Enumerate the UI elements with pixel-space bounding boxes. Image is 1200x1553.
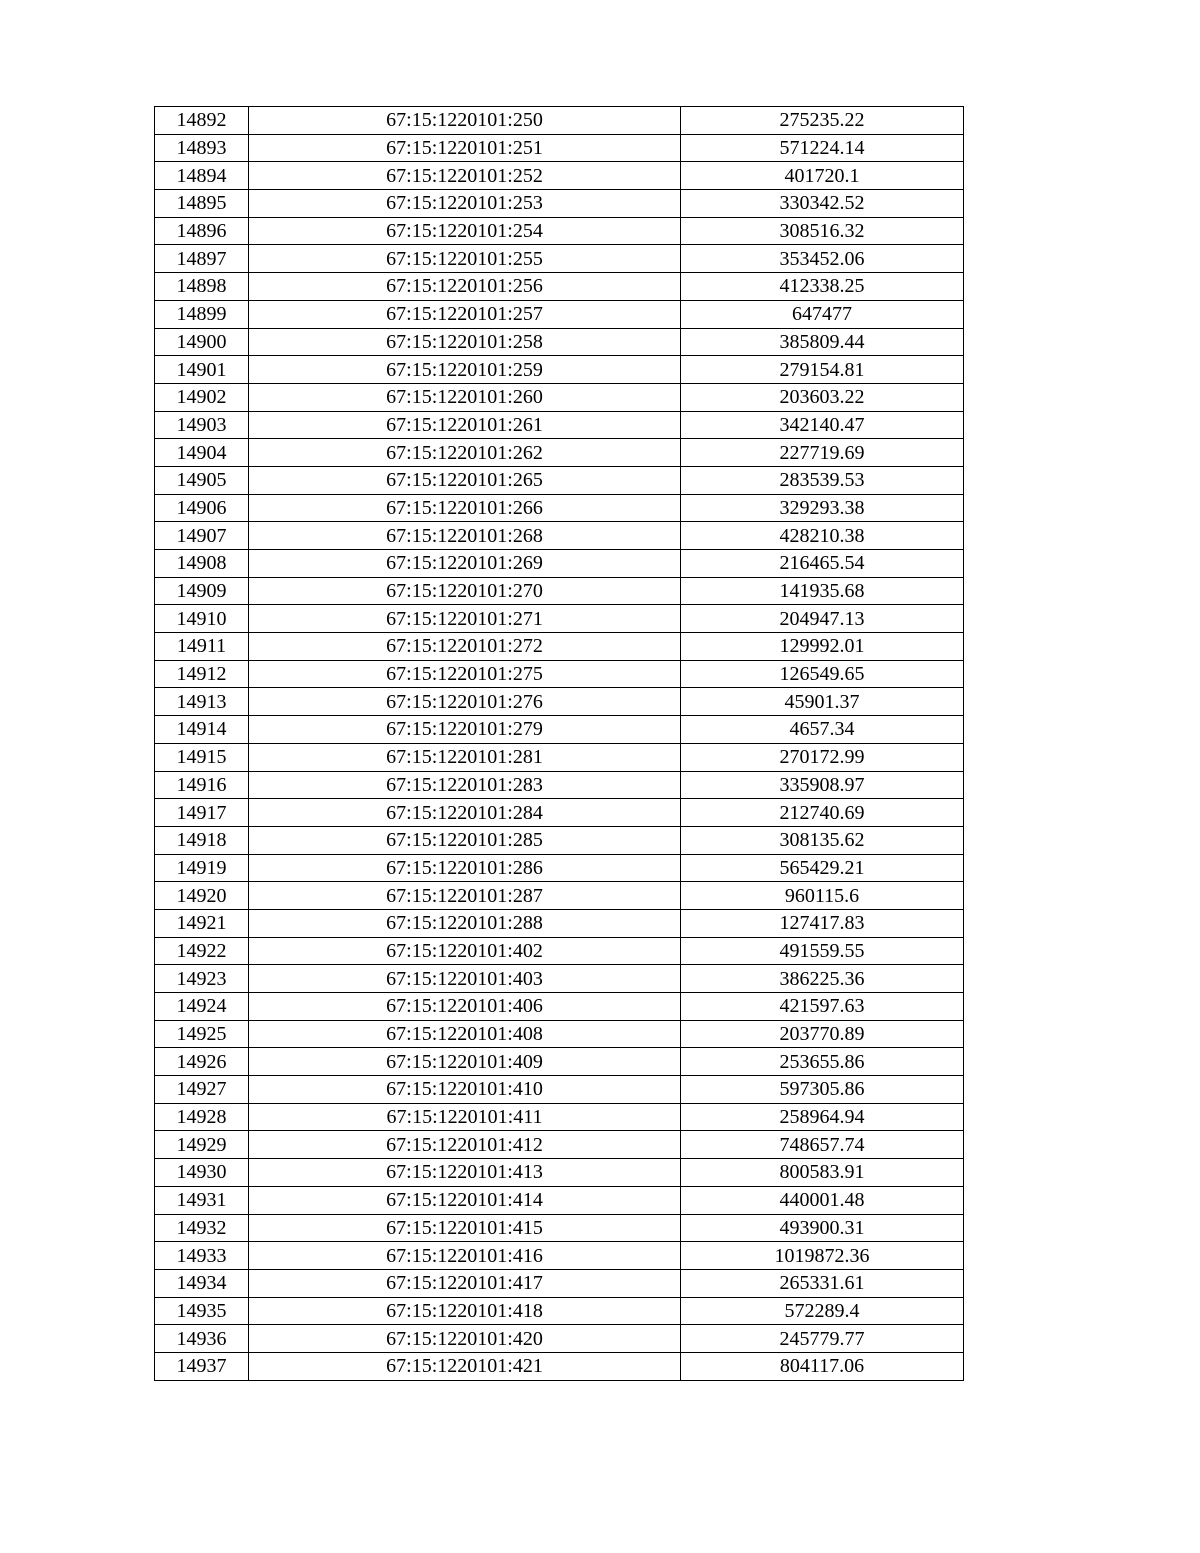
row-number-cell: 14892 <box>155 107 249 135</box>
cadastral-value-cell: 440001.48 <box>681 1186 964 1214</box>
row-number-cell: 14898 <box>155 273 249 301</box>
table-row <box>155 716 964 744</box>
cadastral-value-cell: 493900.31 <box>681 1214 964 1242</box>
cadastral-number-cell: 67:15:1220101:270 <box>249 577 681 605</box>
cadastral-number-cell: 67:15:1220101:406 <box>249 993 681 1021</box>
row-number-cell: 14900 <box>155 328 249 356</box>
row-number-cell: 14905 <box>155 466 249 494</box>
cadastral-number-cell: 67:15:1220101:403 <box>249 965 681 993</box>
cadastral-number-cell: 67:15:1220101:412 <box>249 1131 681 1159</box>
cadastral-number-cell: 67:15:1220101:413 <box>249 1159 681 1187</box>
cadastral-number-cell: 67:15:1220101:259 <box>249 356 681 384</box>
cadastral-number-cell: 67:15:1220101:421 <box>249 1352 681 1380</box>
table-row <box>155 466 964 494</box>
cadastral-value-cell: 275235.22 <box>681 107 964 135</box>
row-number-cell: 14936 <box>155 1325 249 1353</box>
table-row <box>155 1269 964 1297</box>
cadastral-value-cell: 129992.01 <box>681 633 964 661</box>
row-number-cell: 14914 <box>155 716 249 744</box>
table-row <box>155 1186 964 1214</box>
cadastral-value-cell: 4657.34 <box>681 716 964 744</box>
row-number-cell: 14927 <box>155 1076 249 1104</box>
table-row <box>155 1103 964 1131</box>
cadastral-value-cell: 127417.83 <box>681 909 964 937</box>
cadastral-value-cell: 800583.91 <box>681 1159 964 1187</box>
cadastral-number-cell: 67:15:1220101:271 <box>249 605 681 633</box>
cadastral-number-cell: 67:15:1220101:269 <box>249 550 681 578</box>
table-row <box>155 273 964 301</box>
row-number-cell: 14931 <box>155 1186 249 1214</box>
cadastral-number-cell: 67:15:1220101:411 <box>249 1103 681 1131</box>
table-row <box>155 522 964 550</box>
cadastre-value-table <box>154 106 964 1381</box>
row-number-cell: 14896 <box>155 217 249 245</box>
cadastral-value-cell: 565429.21 <box>681 854 964 882</box>
cadastral-number-cell: 67:15:1220101:417 <box>249 1269 681 1297</box>
table-row <box>155 633 964 661</box>
table-row <box>155 743 964 771</box>
table-row <box>155 1352 964 1380</box>
table-row <box>155 1325 964 1353</box>
row-number-cell: 14937 <box>155 1352 249 1380</box>
cadastral-number-cell: 67:15:1220101:410 <box>249 1076 681 1104</box>
cadastral-number-cell: 67:15:1220101:272 <box>249 633 681 661</box>
cadastral-value-cell: 203603.22 <box>681 383 964 411</box>
cadastral-value-cell: 253655.86 <box>681 1048 964 1076</box>
cadastral-number-cell: 67:15:1220101:414 <box>249 1186 681 1214</box>
cadastral-number-cell: 67:15:1220101:265 <box>249 466 681 494</box>
cadastral-value-cell: 45901.37 <box>681 688 964 716</box>
cadastral-value-cell: 126549.65 <box>681 660 964 688</box>
cadastral-number-cell: 67:15:1220101:257 <box>249 300 681 328</box>
row-number-cell: 14910 <box>155 605 249 633</box>
cadastral-value-cell: 401720.1 <box>681 162 964 190</box>
cadastral-value-cell: 308135.62 <box>681 826 964 854</box>
cadastral-number-cell: 67:15:1220101:251 <box>249 134 681 162</box>
table-row <box>155 1020 964 1048</box>
cadastral-value-cell: 412338.25 <box>681 273 964 301</box>
row-number-cell: 14918 <box>155 826 249 854</box>
cadastral-number-cell: 67:15:1220101:281 <box>249 743 681 771</box>
table-row <box>155 550 964 578</box>
table-row <box>155 1131 964 1159</box>
table-row <box>155 965 964 993</box>
cadastral-value-cell: 647477 <box>681 300 964 328</box>
table-row <box>155 383 964 411</box>
cadastral-number-cell: 67:15:1220101:415 <box>249 1214 681 1242</box>
cadastral-value-cell: 308516.32 <box>681 217 964 245</box>
row-number-cell: 14902 <box>155 383 249 411</box>
table-row <box>155 688 964 716</box>
cadastral-number-cell: 67:15:1220101:261 <box>249 411 681 439</box>
row-number-cell: 14917 <box>155 799 249 827</box>
table-row <box>155 577 964 605</box>
cadastral-number-cell: 67:15:1220101:268 <box>249 522 681 550</box>
table-row <box>155 494 964 522</box>
table-row <box>155 328 964 356</box>
table-row <box>155 134 964 162</box>
row-number-cell: 14922 <box>155 937 249 965</box>
cadastral-number-cell: 67:15:1220101:255 <box>249 245 681 273</box>
row-number-cell: 14908 <box>155 550 249 578</box>
table-row <box>155 1159 964 1187</box>
row-number-cell: 14920 <box>155 882 249 910</box>
cadastral-value-cell: 279154.81 <box>681 356 964 384</box>
table-row <box>155 439 964 467</box>
row-number-cell: 14906 <box>155 494 249 522</box>
cadastral-number-cell: 67:15:1220101:279 <box>249 716 681 744</box>
cadastral-number-cell: 67:15:1220101:254 <box>249 217 681 245</box>
row-number-cell: 14895 <box>155 190 249 218</box>
row-number-cell: 14913 <box>155 688 249 716</box>
cadastral-value-cell: 216465.54 <box>681 550 964 578</box>
cadastral-number-cell: 67:15:1220101:408 <box>249 1020 681 1048</box>
cadastral-value-cell: 386225.36 <box>681 965 964 993</box>
table-row <box>155 217 964 245</box>
row-number-cell: 14909 <box>155 577 249 605</box>
cadastral-value-cell: 960115.6 <box>681 882 964 910</box>
cadastral-number-cell: 67:15:1220101:266 <box>249 494 681 522</box>
row-number-cell: 14935 <box>155 1297 249 1325</box>
table-row <box>155 882 964 910</box>
table-row <box>155 1048 964 1076</box>
cadastral-number-cell: 67:15:1220101:420 <box>249 1325 681 1353</box>
cadastral-number-cell: 67:15:1220101:409 <box>249 1048 681 1076</box>
cadastral-number-cell: 67:15:1220101:276 <box>249 688 681 716</box>
table-row <box>155 1214 964 1242</box>
row-number-cell: 14923 <box>155 965 249 993</box>
row-number-cell: 14932 <box>155 1214 249 1242</box>
cadastral-value-cell: 203770.89 <box>681 1020 964 1048</box>
cadastral-number-cell: 67:15:1220101:252 <box>249 162 681 190</box>
cadastral-value-cell: 204947.13 <box>681 605 964 633</box>
row-number-cell: 14926 <box>155 1048 249 1076</box>
table-row <box>155 300 964 328</box>
row-number-cell: 14921 <box>155 909 249 937</box>
table-row <box>155 411 964 439</box>
cadastral-value-cell: 141935.68 <box>681 577 964 605</box>
table-row <box>155 660 964 688</box>
cadastral-value-cell: 212740.69 <box>681 799 964 827</box>
row-number-cell: 14916 <box>155 771 249 799</box>
row-number-cell: 14893 <box>155 134 249 162</box>
cadastral-number-cell: 67:15:1220101:402 <box>249 937 681 965</box>
cadastral-value-cell: 329293.38 <box>681 494 964 522</box>
cadastral-value-cell: 265331.61 <box>681 1269 964 1297</box>
table-row <box>155 1076 964 1104</box>
row-number-cell: 14919 <box>155 854 249 882</box>
row-number-cell: 14911 <box>155 633 249 661</box>
cadastral-value-cell: 748657.74 <box>681 1131 964 1159</box>
table-row <box>155 1297 964 1325</box>
cadastral-value-cell: 421597.63 <box>681 993 964 1021</box>
table-row <box>155 245 964 273</box>
cadastral-value-cell: 283539.53 <box>681 466 964 494</box>
cadastral-value-cell: 227719.69 <box>681 439 964 467</box>
cadastral-value-cell: 258964.94 <box>681 1103 964 1131</box>
cadastral-number-cell: 67:15:1220101:284 <box>249 799 681 827</box>
cadastral-value-cell: 491559.55 <box>681 937 964 965</box>
row-number-cell: 14930 <box>155 1159 249 1187</box>
cadastral-value-cell: 353452.06 <box>681 245 964 273</box>
cadastral-value-cell: 1019872.36 <box>681 1242 964 1270</box>
row-number-cell: 14929 <box>155 1131 249 1159</box>
cadastral-number-cell: 67:15:1220101:258 <box>249 328 681 356</box>
cadastral-number-cell: 67:15:1220101:275 <box>249 660 681 688</box>
cadastral-value-cell: 804117.06 <box>681 1352 964 1380</box>
table-row <box>155 937 964 965</box>
cadastral-number-cell: 67:15:1220101:288 <box>249 909 681 937</box>
cadastral-number-cell: 67:15:1220101:287 <box>249 882 681 910</box>
row-number-cell: 14903 <box>155 411 249 439</box>
table-row <box>155 1242 964 1270</box>
row-number-cell: 14934 <box>155 1269 249 1297</box>
table-row <box>155 854 964 882</box>
table-row <box>155 993 964 1021</box>
table-row <box>155 909 964 937</box>
cadastral-value-cell: 597305.86 <box>681 1076 964 1104</box>
cadastral-number-cell: 67:15:1220101:283 <box>249 771 681 799</box>
table-row <box>155 107 964 135</box>
row-number-cell: 14925 <box>155 1020 249 1048</box>
cadastral-number-cell: 67:15:1220101:416 <box>249 1242 681 1270</box>
row-number-cell: 14904 <box>155 439 249 467</box>
cadastral-number-cell: 67:15:1220101:286 <box>249 854 681 882</box>
table-row <box>155 605 964 633</box>
cadastral-number-cell: 67:15:1220101:260 <box>249 383 681 411</box>
table-row <box>155 162 964 190</box>
row-number-cell: 14924 <box>155 993 249 1021</box>
table-row <box>155 771 964 799</box>
cadastral-value-cell: 571224.14 <box>681 134 964 162</box>
cadastral-number-cell: 67:15:1220101:250 <box>249 107 681 135</box>
row-number-cell: 14907 <box>155 522 249 550</box>
cadastral-value-cell: 270172.99 <box>681 743 964 771</box>
cadastral-number-cell: 67:15:1220101:253 <box>249 190 681 218</box>
table-row <box>155 799 964 827</box>
table-row <box>155 356 964 384</box>
row-number-cell: 14915 <box>155 743 249 771</box>
row-number-cell: 14912 <box>155 660 249 688</box>
row-number-cell: 14928 <box>155 1103 249 1131</box>
cadastral-number-cell: 67:15:1220101:262 <box>249 439 681 467</box>
cadastral-number-cell: 67:15:1220101:285 <box>249 826 681 854</box>
cadastral-number-cell: 67:15:1220101:418 <box>249 1297 681 1325</box>
cadastral-value-cell: 342140.47 <box>681 411 964 439</box>
row-number-cell: 14894 <box>155 162 249 190</box>
row-number-cell: 14901 <box>155 356 249 384</box>
table-row <box>155 190 964 218</box>
cadastral-value-cell: 335908.97 <box>681 771 964 799</box>
cadastral-value-cell: 572289.4 <box>681 1297 964 1325</box>
table-body <box>155 107 964 1381</box>
cadastral-value-cell: 428210.38 <box>681 522 964 550</box>
row-number-cell: 14899 <box>155 300 249 328</box>
cadastral-value-cell: 330342.52 <box>681 190 964 218</box>
cadastral-value-cell: 385809.44 <box>681 328 964 356</box>
row-number-cell: 14897 <box>155 245 249 273</box>
cadastral-value-cell: 245779.77 <box>681 1325 964 1353</box>
cadastral-number-cell: 67:15:1220101:256 <box>249 273 681 301</box>
table-row <box>155 826 964 854</box>
row-number-cell: 14933 <box>155 1242 249 1270</box>
